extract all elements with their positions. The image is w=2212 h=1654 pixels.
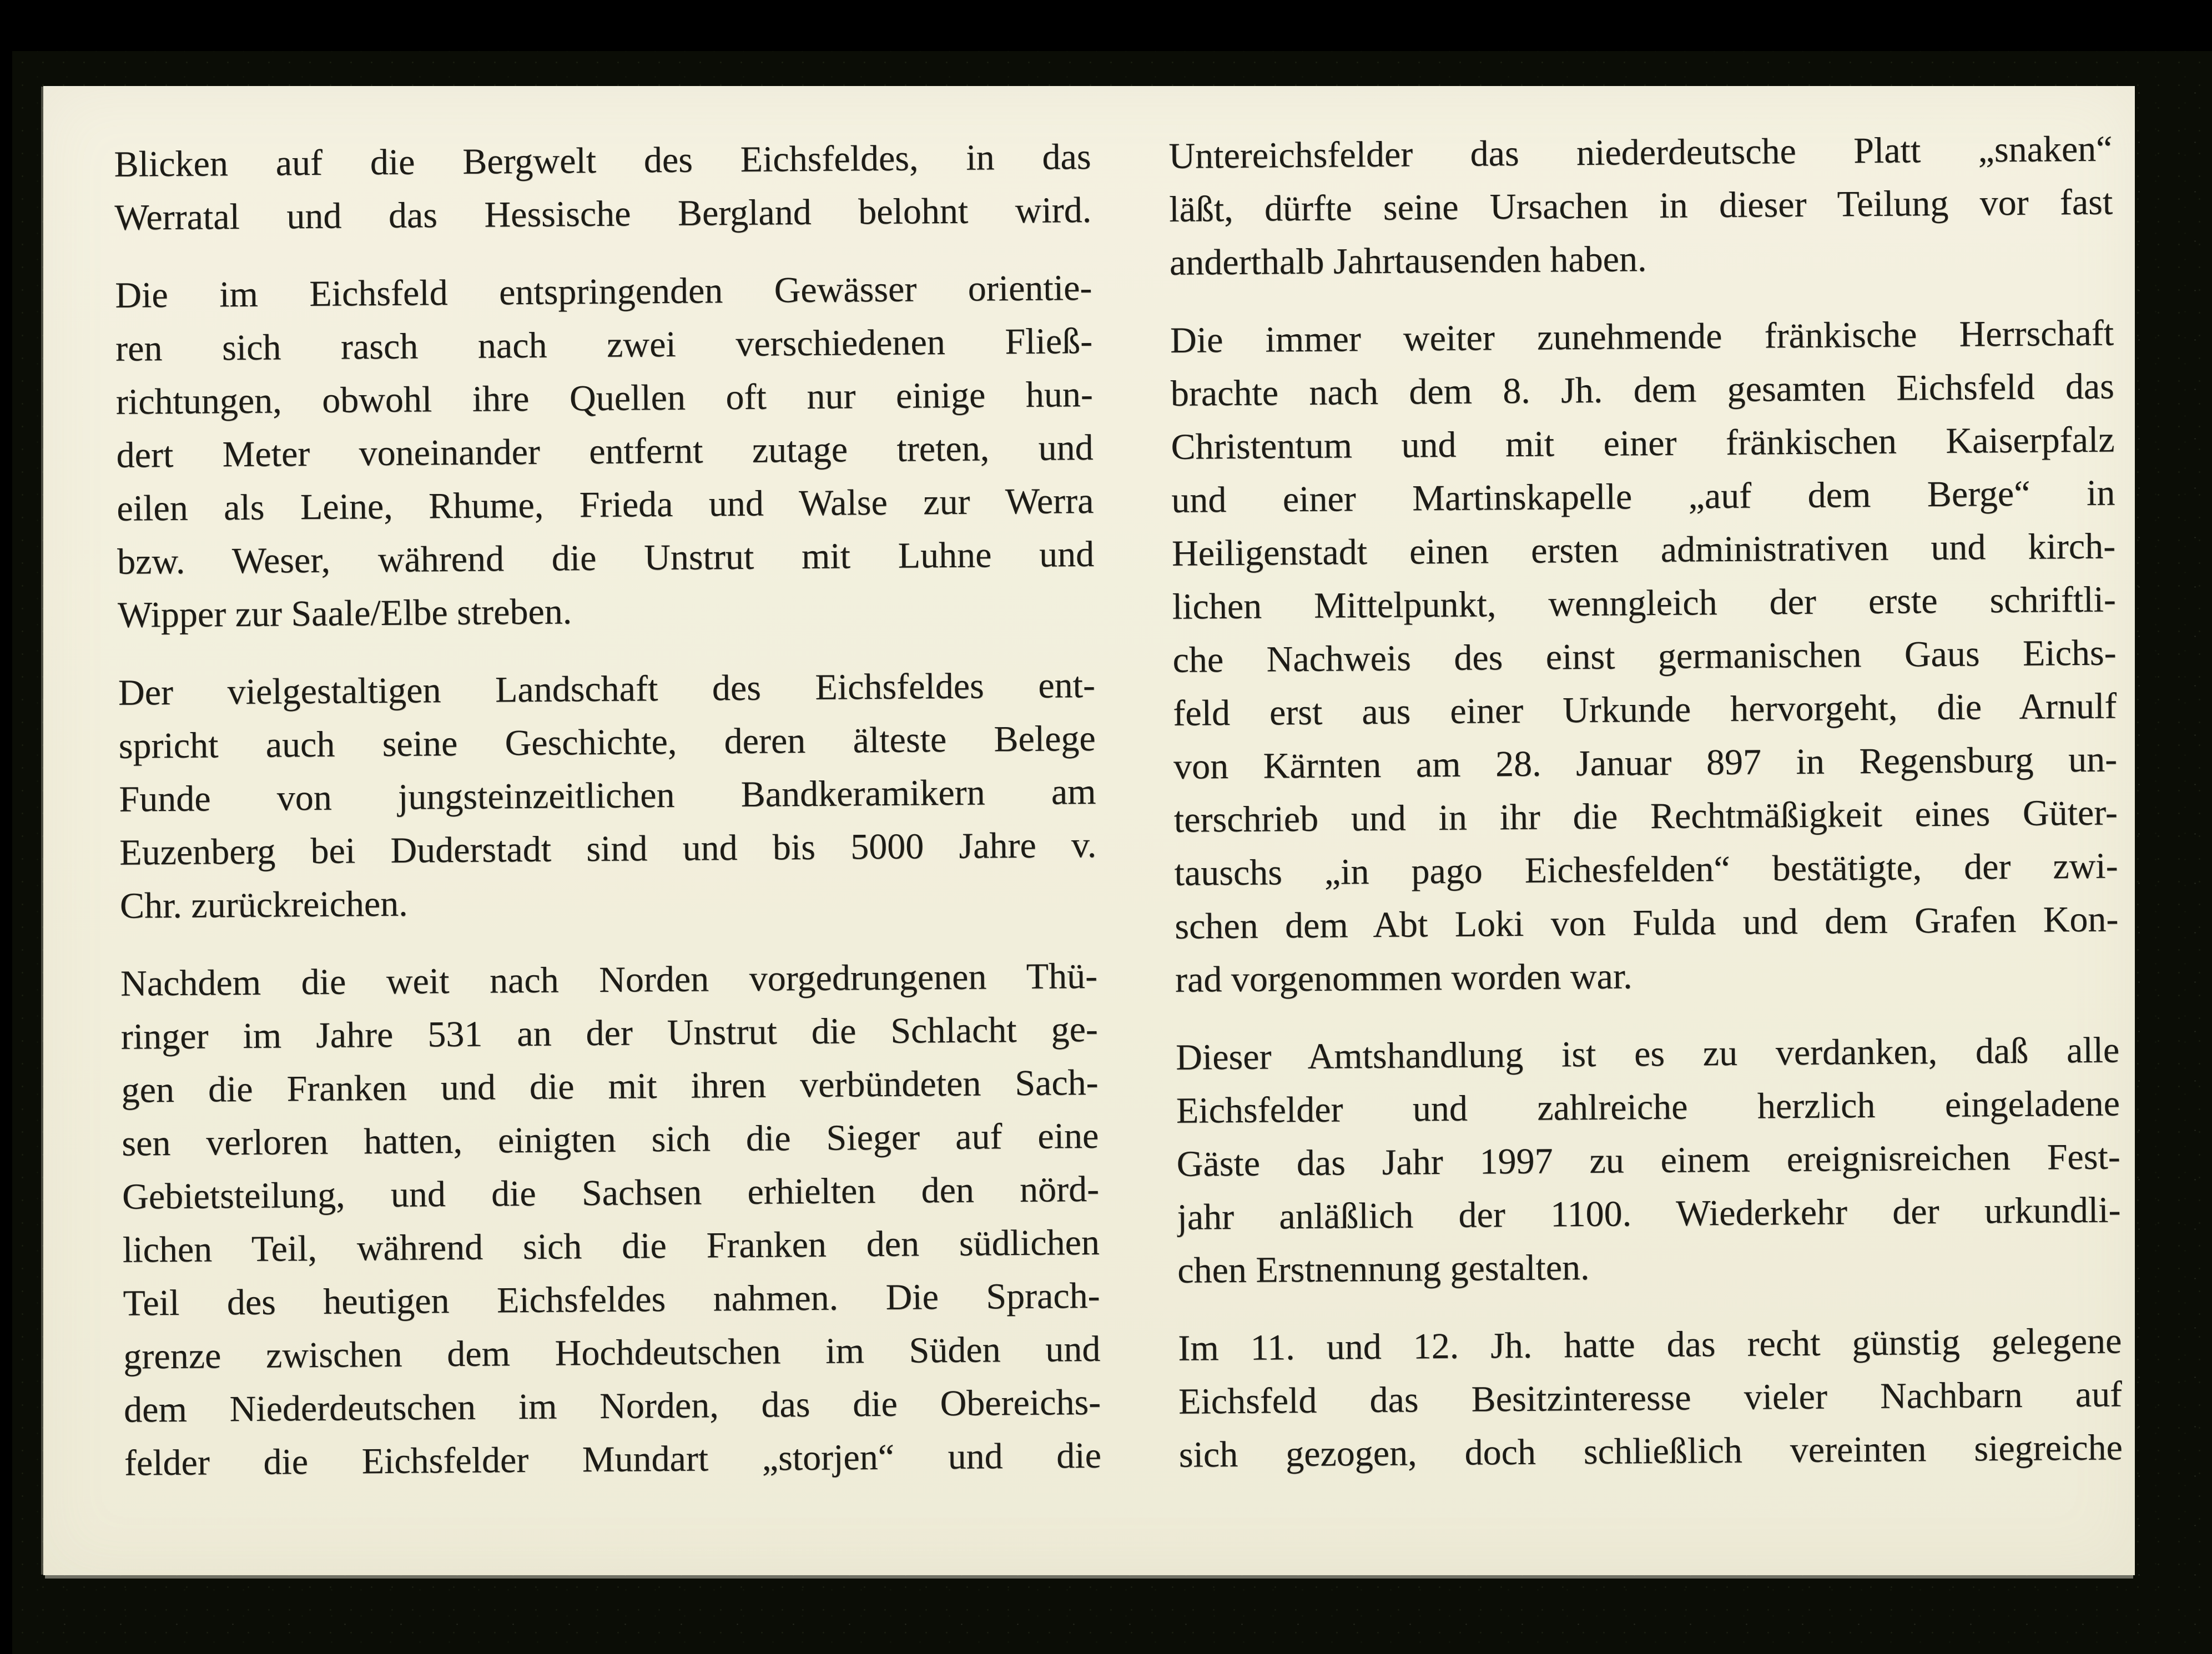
text-line: sich gezogen, doch schließlich vereinten siegreiche [1178,1427,2123,1475]
text-line: ringer im Jahre 531 an der Unstrut die Schlacht ge- [120,1008,1099,1057]
text-line: Wipper zur Saale/Elbe streben. [117,591,572,636]
text-line: bzw. Weser, während die Unstrut mit Luhne und [117,533,1095,582]
text-line: Chr. zurückreichen. [119,883,408,926]
text-line: Werratal und das Hessische Bergland belohnt wird. [114,189,1092,238]
text-line: Eichsfeld das Besitzinteresse vieler Nachbarn auf [1178,1374,2123,1422]
text-line: Im 11. und 12. Jh. hatte das recht günstig gelegene [1178,1320,2122,1369]
text-line: von Kärnten am 28. Januar 897 in Regensburg un- [1173,739,2118,787]
text-line: anderthalb Jahrtausenden haben. [1169,239,1647,283]
text-line: sen verloren hatten, einigten sich die Sieger auf eine [122,1115,1099,1164]
text-line: richtungen, obwohl ihre Quellen oft nur einige hun- [115,374,1094,422]
paragraph [120,950,1101,1490]
text-line: Gebietsteilung, und die Sachsen erhielten den nörd- [122,1168,1100,1217]
scanned-page [43,86,2135,1575]
text-line: brachte nach dem 8. Jh. dem gesamten Eichsfeld das [1170,366,2115,414]
text-line: felder die Eichsfelder Mundart „storjen“ und die [124,1435,1102,1484]
text-line: Der vielgestaltigen Landschaft des Eichsfeldes ent- [118,664,1096,713]
text-line: Untereichsfelder das niederdeutsche Platt „snaken“ [1168,128,2113,177]
text-line: Die immer weiter zunehmende fränkische Herrschaft [1170,312,2114,361]
text-line: lichen Teil, während sich die Franken den südlichen [122,1222,1100,1270]
text-line: spricht auch seine Geschichte, deren älteste Belege [118,718,1096,767]
text-line: jahr anläßlich der 1100. Wiederkehr der urkundli- [1177,1189,2121,1238]
text-line: Funde von jungsteinzeitlichen Bandkeramikern am [119,771,1096,820]
paragraph [115,261,1095,642]
text-line: eilen als Leine, Rhume, Frieda und Walse zur Werra [117,480,1094,529]
text-line: dert Meter voneinander entfernt zutage treten, und [116,427,1094,476]
text-line: Heiligenstadt einen ersten administrativen und kirch- [1171,526,2116,574]
text-line: gen die Franken und die mit ihren verbündeten Sach- [121,1062,1099,1111]
text-line: ren sich rasch nach zwei verschiedenen Fließ- [115,320,1093,369]
text-line: läßt, dürfte seine Ursachen in dieser Teilung vor fast [1168,181,2113,230]
paragraph [1168,122,2113,289]
text-line: lichen Mittelpunkt, wenngleich der erste schriftli- [1172,579,2117,627]
text-line: Gäste das Jahr 1997 zu einem ereignisreichen Fest- [1176,1136,2120,1184]
text-line: Blicken auf die Bergwelt des Eichsfeldes, in das [114,136,1091,185]
text-line: und einer Martinskapelle „auf dem Berge“ in [1171,472,2115,521]
paragraph [118,659,1097,933]
text-line: chen Erstnennung gestalten. [1177,1247,1590,1291]
text-line: Nachdem die weit nach Norden vorgedrungenen Thü- [120,955,1098,1004]
text-line: Die im Eichsfeld entspringenden Gewässer orientie- [115,267,1092,316]
text-line: terschrieb und in ihr die Rechtmäßigkeit eines Güter- [1173,792,2118,840]
text-line: Eichsfelder und zahlreiche herzlich eingeladene [1176,1083,2120,1131]
text-column-left [114,130,1101,1490]
text-line: tauschs „in pago Eichesfelden“ bestätigte, der zwi- [1174,845,2118,894]
text-line: dem Niederdeutschen im Norden, das die Obereichs- [123,1381,1101,1430]
page-text-layer [38,78,2141,1584]
text-line: grenze zwischen dem Hochdeutschen im Süden und [123,1328,1101,1377]
text-line: Teil des heutigen Eichsfeldes nahmen. Die Sprach- [123,1275,1100,1324]
text-line: feld erst aus einer Urkunde hervorgeht, die Arnulf [1173,685,2117,734]
paragraph [1178,1314,2123,1481]
text-line: Euzenberg bei Duderstadt sind und bis 5000 Jahre v. [119,824,1097,873]
text-column-right [1168,122,2123,1481]
text-line: rad vorgenommen worden war. [1175,956,1632,1000]
paragraph [1176,1023,2122,1297]
paragraph [1170,306,2119,1006]
text-line: schen dem Abt Loki von Fulda und dem Grafen Kon- [1175,899,2119,947]
text-line: Christentum und mit einer fränkischen Kaiserpfalz [1171,419,2115,467]
paragraph [114,130,1091,245]
text-line: Dieser Amtshandlung ist es zu verdanken, daß alle [1175,1030,2120,1078]
text-line: che Nachweis des einst germanischen Gaus Eichs- [1172,632,2117,680]
